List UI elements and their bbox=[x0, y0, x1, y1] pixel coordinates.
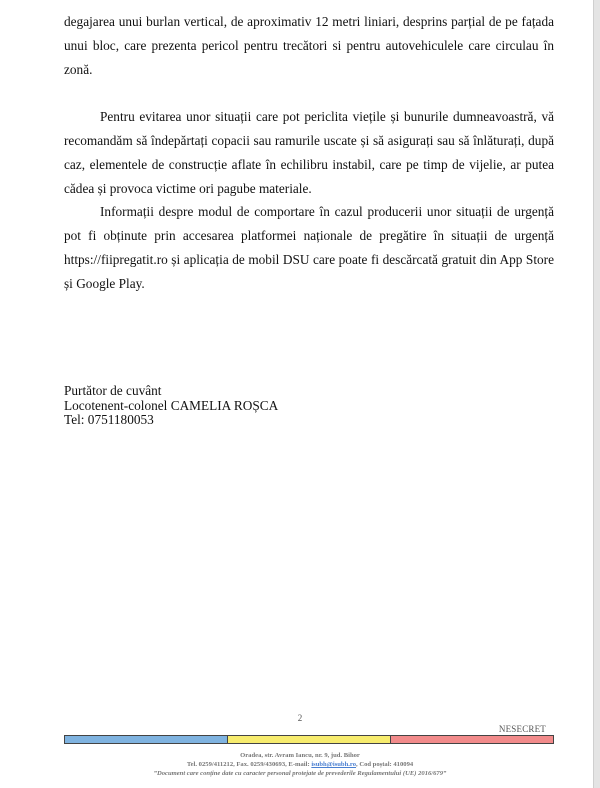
footer-contact-suffix: , Cod poștal: 410094 bbox=[356, 761, 414, 768]
classification-label: NESECRET bbox=[498, 724, 546, 734]
footer-email-link[interactable]: isubh@isubh.ro bbox=[311, 761, 357, 768]
body-text bbox=[64, 10, 554, 296]
footer-address: Oradea, str. Avram Iancu, nr. 9, jud. Bihor bbox=[240, 752, 360, 759]
paragraph-3: Informații despre modul de comportare în cazul producerii unor situații de urgență pot fi obținute prin accesarea platformei naționale de pregătire în situații de urgență https://fiipregatit.ro și aplicația de mobil DSU care poate fi descărcată gratuit din App Store și Google Play. bbox=[64, 204, 554, 291]
signature-role: Purtător de cuvânt bbox=[64, 383, 162, 398]
footer-data-notice: ”Document care conține date cu caracter personal protejate de prevederile Regulamentului (UE) 2016/679” bbox=[153, 770, 447, 777]
signature-phone: Tel: 0751180053 bbox=[64, 412, 154, 427]
page-number: 2 bbox=[297, 713, 303, 723]
footer-contact-prefix: Tel. 0259/411212, Fax. 0259/430693, E-mail: bbox=[186, 761, 312, 768]
footer-color-band bbox=[64, 735, 554, 744]
band-segment-red bbox=[391, 736, 553, 743]
page-edge bbox=[593, 0, 600, 788]
band-segment-blue bbox=[65, 736, 228, 743]
paragraph-2: Pentru evitarea unor situații care pot periclita viețile și bunurile dumneavoastră, vă recomandăm să îndepărtați copacii sau ramurile uscate și să asigurați sau să înlăturați, după caz, elementele de construcție aflate în echilibru instabil, care pe timp de vijelie, ar putea cădea și provoca victime ori pagube materiale. bbox=[64, 109, 554, 196]
paragraph-1: degajarea unui burlan vertical, de aproximativ 12 metri liniari, desprins parțial de pe fațada unui bloc, care prezenta pericol pentru trecători si pentru autovehiculele care circulau în zonă. bbox=[64, 14, 554, 77]
band-segment-yellow bbox=[228, 736, 391, 743]
signature-block bbox=[64, 384, 278, 428]
footer-contact bbox=[0, 760, 600, 769]
signature-name: Locotenent-colonel CAMELIA ROȘCA bbox=[64, 397, 279, 413]
